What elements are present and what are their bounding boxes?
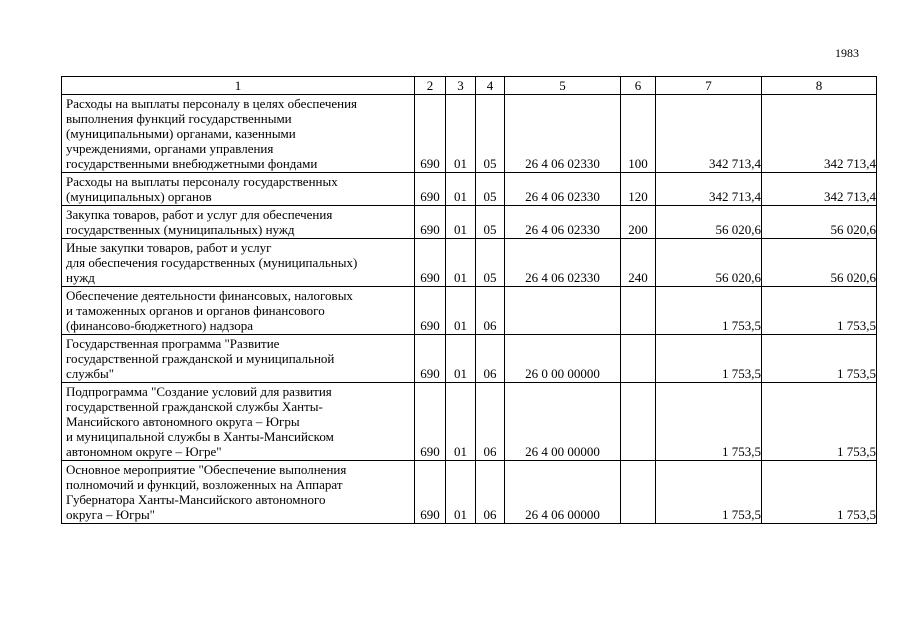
cell-amount-col8: 342 713,4 xyxy=(762,95,877,173)
description-line: Расходы на выплаты персоналу государственных xyxy=(66,174,338,189)
header-cell: 5 xyxy=(505,77,621,95)
cell-ministry-code: 690 xyxy=(415,335,446,383)
header-cell: 8 xyxy=(762,77,877,95)
description-line: (муниципальными) органами, казенными xyxy=(66,126,296,141)
cell-ministry-code: 690 xyxy=(415,239,446,287)
cell-expense-type: 200 xyxy=(621,206,656,239)
cell-amount-col7: 56 020,6 xyxy=(656,206,762,239)
cell-amount-col8: 342 713,4 xyxy=(762,173,877,206)
table-row xyxy=(62,173,877,206)
cell-section-code: 01 xyxy=(446,173,476,206)
description-line: и муниципальной службы в Ханты-Мансийском xyxy=(66,429,334,444)
description-line: службы" xyxy=(66,366,115,381)
cell-ministry-code: 690 xyxy=(415,383,446,461)
cell-ministry-code: 690 xyxy=(415,95,446,173)
cell-target-article xyxy=(505,287,621,335)
cell-target-article: 26 4 06 00000 xyxy=(505,461,621,524)
cell-amount-col7: 342 713,4 xyxy=(656,95,762,173)
row-description xyxy=(62,206,415,239)
cell-subsection-code: 05 xyxy=(476,239,505,287)
description-line: округа – Югры" xyxy=(66,507,155,522)
table-row xyxy=(62,206,877,239)
row-description xyxy=(62,287,415,335)
cell-amount-col8: 56 020,6 xyxy=(762,239,877,287)
description-line: государственными внебюджетными фондами xyxy=(66,156,318,171)
row-description xyxy=(62,95,415,173)
cell-ministry-code: 690 xyxy=(415,287,446,335)
cell-amount-col7: 1 753,5 xyxy=(656,383,762,461)
description-line: Иные закупки товаров, работ и услуг xyxy=(66,240,272,255)
cell-ministry-code: 690 xyxy=(415,206,446,239)
description-line: Основное мероприятие "Обеспечение выполнения xyxy=(66,462,347,477)
cell-amount-col8: 1 753,5 xyxy=(762,335,877,383)
cell-amount-col7: 1 753,5 xyxy=(656,287,762,335)
cell-subsection-code: 05 xyxy=(476,173,505,206)
description-line: (муниципальных) органов xyxy=(66,189,212,204)
cell-expense-type: 120 xyxy=(621,173,656,206)
cell-section-code: 01 xyxy=(446,239,476,287)
description-line: Государственная программа "Развитие xyxy=(66,336,280,351)
cell-expense-type xyxy=(621,461,656,524)
cell-amount-col7: 342 713,4 xyxy=(656,173,762,206)
cell-target-article: 26 4 06 02330 xyxy=(505,173,621,206)
cell-expense-type xyxy=(621,383,656,461)
row-description xyxy=(62,173,415,206)
cell-section-code: 01 xyxy=(446,287,476,335)
cell-section-code: 01 xyxy=(446,206,476,239)
header-cell: 1 xyxy=(62,77,415,95)
description-line: государственной гражданской и муниципальной xyxy=(66,351,335,366)
cell-amount-col8: 56 020,6 xyxy=(762,206,877,239)
cell-amount-col8: 1 753,5 xyxy=(762,383,877,461)
cell-subsection-code: 06 xyxy=(476,335,505,383)
cell-section-code: 01 xyxy=(446,95,476,173)
cell-expense-type: 100 xyxy=(621,95,656,173)
description-line: государственных (муниципальных) нужд xyxy=(66,222,295,237)
cell-expense-type xyxy=(621,287,656,335)
budget-table xyxy=(61,76,877,524)
table-body xyxy=(62,95,877,524)
cell-amount-col7: 1 753,5 xyxy=(656,461,762,524)
table-row xyxy=(62,335,877,383)
cell-subsection-code: 05 xyxy=(476,206,505,239)
cell-ministry-code: 690 xyxy=(415,173,446,206)
description-line: Расходы на выплаты персоналу в целях обеспечения xyxy=(66,96,358,111)
description-line: автономном округе – Югре" xyxy=(66,444,222,459)
cell-amount-col8: 1 753,5 xyxy=(762,461,877,524)
cell-subsection-code: 05 xyxy=(476,95,505,173)
header-cell: 6 xyxy=(621,77,656,95)
header-row xyxy=(62,77,877,95)
description-line: Обеспечение деятельности финансовых, налоговых xyxy=(66,288,353,303)
cell-target-article: 26 0 00 00000 xyxy=(505,335,621,383)
cell-ministry-code: 690 xyxy=(415,461,446,524)
cell-target-article: 26 4 06 02330 xyxy=(505,95,621,173)
cell-section-code: 01 xyxy=(446,335,476,383)
table-row xyxy=(62,383,877,461)
header-cell: 3 xyxy=(446,77,476,95)
table-row xyxy=(62,287,877,335)
description-line: выполнения функций государственными xyxy=(66,111,292,126)
cell-subsection-code: 06 xyxy=(476,287,505,335)
cell-amount-col7: 56 020,6 xyxy=(656,239,762,287)
cell-section-code: 01 xyxy=(446,461,476,524)
description-line: полномочий и функций, возложенных на Аппарат xyxy=(66,477,343,492)
description-line: Мансийского автономного округа – Югры xyxy=(66,414,300,429)
header-cell: 2 xyxy=(415,77,446,95)
page-number: 1983 xyxy=(835,46,859,60)
cell-section-code: 01 xyxy=(446,383,476,461)
cell-target-article: 26 4 06 02330 xyxy=(505,206,621,239)
row-description xyxy=(62,335,415,383)
row-description xyxy=(62,239,415,287)
description-line: (финансово-бюджетного) надзора xyxy=(66,318,253,333)
table-row xyxy=(62,239,877,287)
cell-amount-col8: 1 753,5 xyxy=(762,287,877,335)
description-line: Подпрограмма "Создание условий для развития xyxy=(66,384,332,399)
cell-target-article: 26 4 00 00000 xyxy=(505,383,621,461)
table-row xyxy=(62,95,877,173)
cell-expense-type xyxy=(621,335,656,383)
header-cell: 4 xyxy=(476,77,505,95)
description-line: государственной гражданской службы Ханты- xyxy=(66,399,323,414)
cell-subsection-code: 06 xyxy=(476,383,505,461)
cell-subsection-code: 06 xyxy=(476,461,505,524)
description-line: Закупка товаров, работ и услуг для обеспечения xyxy=(66,207,333,222)
cell-target-article: 26 4 06 02330 xyxy=(505,239,621,287)
description-line: нужд xyxy=(66,270,95,285)
description-line: и таможенных органов и органов финансового xyxy=(66,303,325,318)
row-description xyxy=(62,461,415,524)
header-cell: 7 xyxy=(656,77,762,95)
table-row xyxy=(62,461,877,524)
cell-expense-type: 240 xyxy=(621,239,656,287)
row-description xyxy=(62,383,415,461)
description-line: для обеспечения государственных (муниципальных) xyxy=(66,255,358,270)
description-line: учреждениями, органами управления xyxy=(66,141,274,156)
description-line: Губернатора Ханты-Мансийского автономного xyxy=(66,492,326,507)
cell-amount-col7: 1 753,5 xyxy=(656,335,762,383)
